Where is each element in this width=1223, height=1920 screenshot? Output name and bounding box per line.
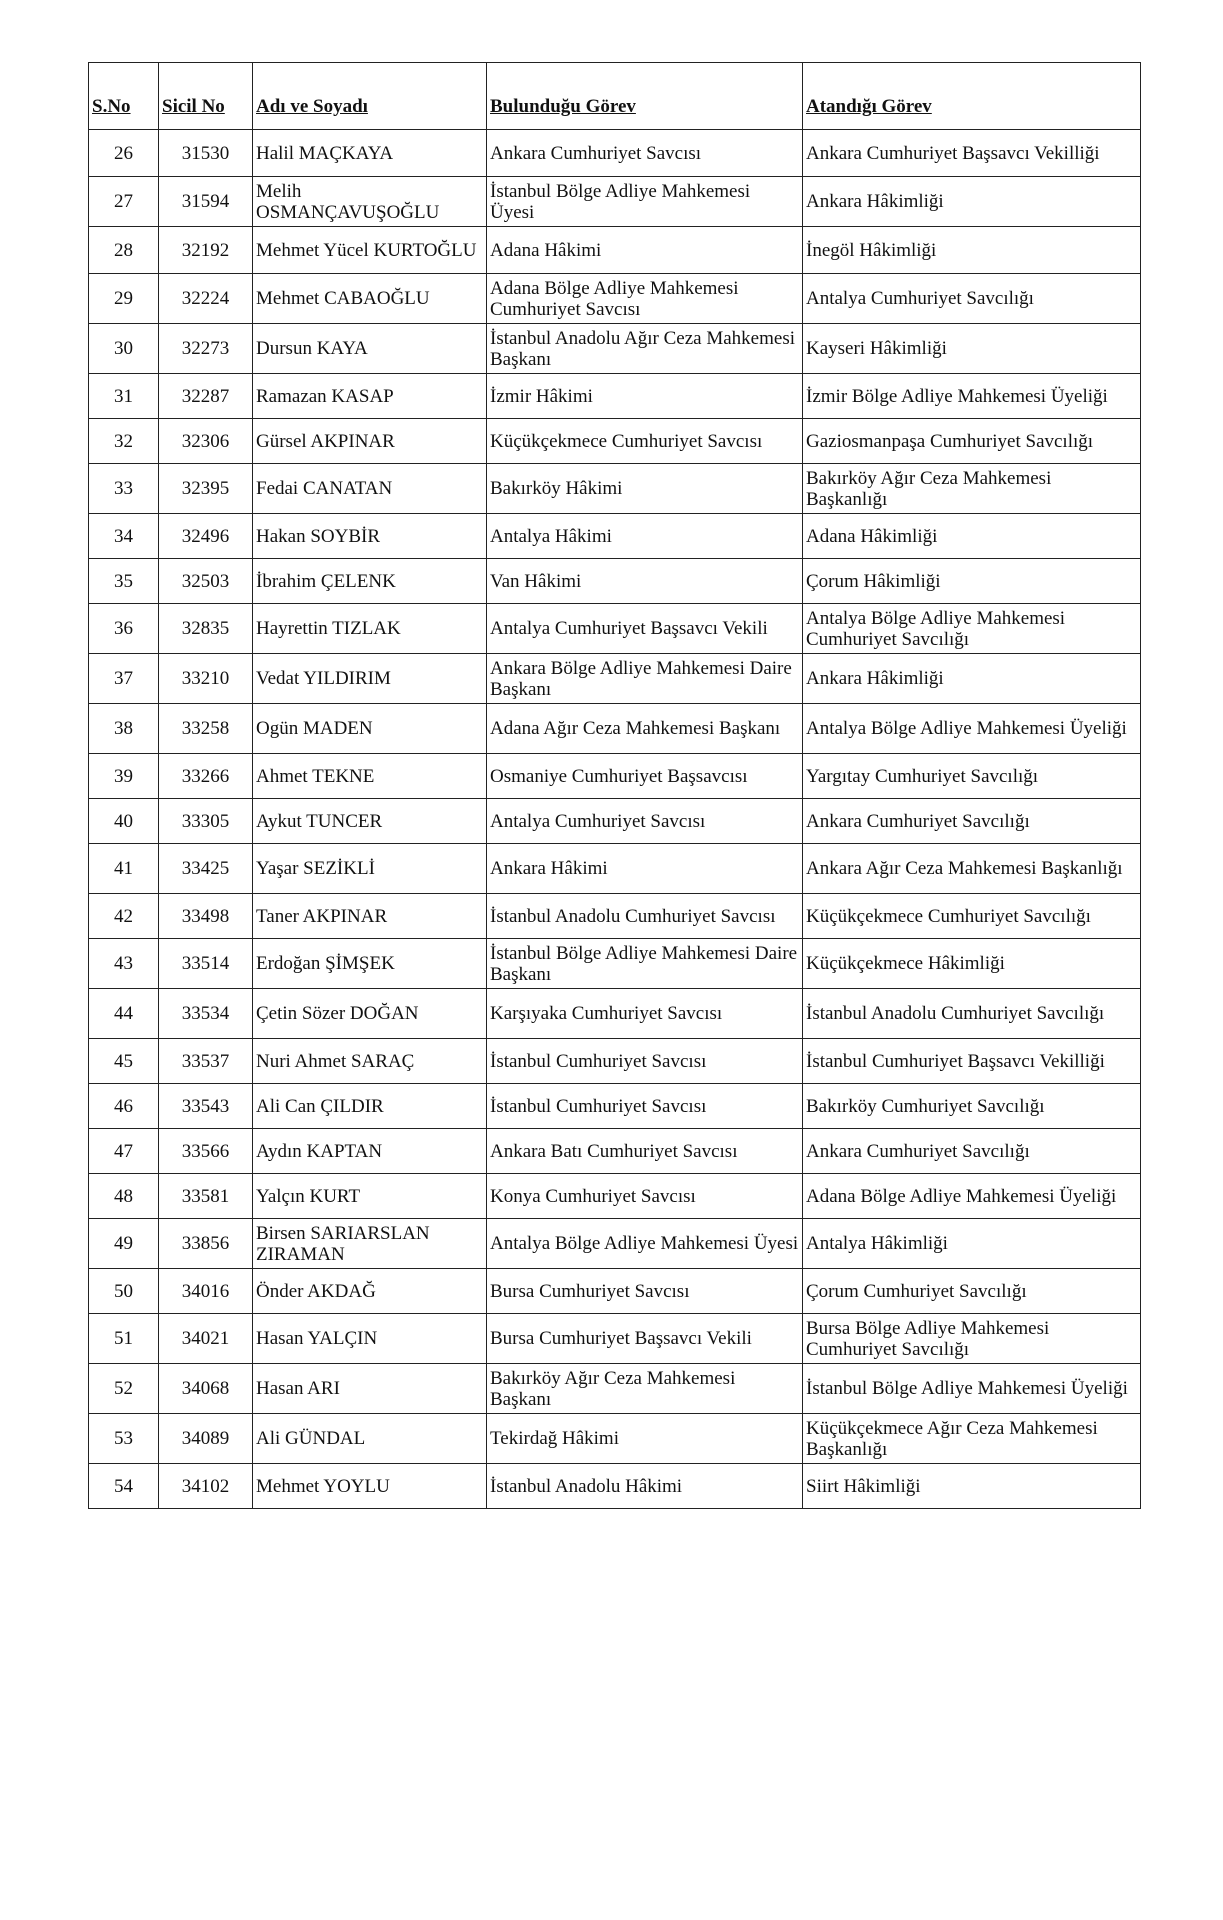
row-current-position: İstanbul Bölge Adliye Mahkemesi Üyesi — [487, 177, 803, 227]
row-assigned-position: Adana Hâkimliği — [803, 514, 1141, 559]
row-assigned-position: Antalya Hâkimliği — [803, 1219, 1141, 1269]
row-current-position: Ankara Cumhuriyet Savcısı — [487, 130, 803, 177]
row-assigned-position: Çorum Hâkimliği — [803, 559, 1141, 604]
table-row — [89, 844, 1141, 894]
row-name: Hasan ARI — [253, 1364, 487, 1414]
table-row — [89, 274, 1141, 324]
row-sno: 41 — [89, 844, 159, 894]
row-assigned-position: Siirt Hâkimliği — [803, 1464, 1141, 1509]
header-assigned-position: Atandığı Görev — [803, 63, 1141, 130]
table-row — [89, 1464, 1141, 1509]
header-sno: S.No — [89, 63, 159, 130]
row-sicil-no: 32496 — [159, 514, 253, 559]
row-assigned-position: Yargıtay Cumhuriyet Savcılığı — [803, 754, 1141, 799]
row-sicil-no: 33425 — [159, 844, 253, 894]
row-sno: 42 — [89, 894, 159, 939]
row-name: Fedai CANATAN — [253, 464, 487, 514]
row-name: Aykut TUNCER — [253, 799, 487, 844]
table-row — [89, 1364, 1141, 1414]
table-row — [89, 704, 1141, 754]
row-sno: 51 — [89, 1314, 159, 1364]
table-row — [89, 1269, 1141, 1314]
row-current-position: Adana Hâkimi — [487, 227, 803, 274]
row-sno: 36 — [89, 604, 159, 654]
row-name: Vedat YILDIRIM — [253, 654, 487, 704]
row-sicil-no: 33258 — [159, 704, 253, 754]
row-sicil-no: 33534 — [159, 989, 253, 1039]
row-assigned-position: Çorum Cumhuriyet Savcılığı — [803, 1269, 1141, 1314]
row-name: İbrahim ÇELENK — [253, 559, 487, 604]
row-sicil-no: 33498 — [159, 894, 253, 939]
row-name: Hakan SOYBİR — [253, 514, 487, 559]
row-sno: 30 — [89, 324, 159, 374]
row-sicil-no: 33210 — [159, 654, 253, 704]
row-name: Yaşar SEZİKLİ — [253, 844, 487, 894]
row-sno: 33 — [89, 464, 159, 514]
row-name: Ogün MADEN — [253, 704, 487, 754]
row-current-position: Adana Bölge Adliye Mahkemesi Cumhuriyet Savcısı — [487, 274, 803, 324]
row-current-position: Ankara Bölge Adliye Mahkemesi Daire Başkanı — [487, 654, 803, 704]
table-row — [89, 989, 1141, 1039]
row-current-position: İstanbul Anadolu Ağır Ceza Mahkemesi Başkanı — [487, 324, 803, 374]
row-assigned-position: İstanbul Anadolu Cumhuriyet Savcılığı — [803, 989, 1141, 1039]
header-sicil-no: Sicil No — [159, 63, 253, 130]
row-sno: 43 — [89, 939, 159, 989]
row-name: Gürsel AKPINAR — [253, 419, 487, 464]
row-sno: 39 — [89, 754, 159, 799]
row-name: Dursun KAYA — [253, 324, 487, 374]
table-row — [89, 419, 1141, 464]
row-assigned-position: Küçükçekmece Ağır Ceza Mahkemesi Başkanlığı — [803, 1414, 1141, 1464]
row-assigned-position: Bursa Bölge Adliye Mahkemesi Cumhuriyet Savcılığı — [803, 1314, 1141, 1364]
row-name: Hasan YALÇIN — [253, 1314, 487, 1364]
row-sno: 40 — [89, 799, 159, 844]
table-row — [89, 324, 1141, 374]
row-assigned-position: Antalya Bölge Adliye Mahkemesi Üyeliği — [803, 704, 1141, 754]
row-current-position: Antalya Hâkimi — [487, 514, 803, 559]
row-current-position: Bakırköy Ağır Ceza Mahkemesi Başkanı — [487, 1364, 803, 1414]
row-assigned-position: Gaziosmanpaşa Cumhuriyet Savcılığı — [803, 419, 1141, 464]
row-current-position: İstanbul Anadolu Hâkimi — [487, 1464, 803, 1509]
table-row — [89, 130, 1141, 177]
row-current-position: Bursa Cumhuriyet Başsavcı Vekili — [487, 1314, 803, 1364]
row-sicil-no: 34021 — [159, 1314, 253, 1364]
row-current-position: Karşıyaka Cumhuriyet Savcısı — [487, 989, 803, 1039]
table-row — [89, 227, 1141, 274]
row-current-position: Osmaniye Cumhuriyet Başsavcısı — [487, 754, 803, 799]
row-sno: 28 — [89, 227, 159, 274]
row-name: Ahmet TEKNE — [253, 754, 487, 799]
row-name: Taner AKPINAR — [253, 894, 487, 939]
row-sicil-no: 32395 — [159, 464, 253, 514]
row-sno: 50 — [89, 1269, 159, 1314]
row-sno: 29 — [89, 274, 159, 324]
row-sno: 49 — [89, 1219, 159, 1269]
row-name: Yalçın KURT — [253, 1174, 487, 1219]
row-current-position: Tekirdağ Hâkimi — [487, 1414, 803, 1464]
table-header-row — [89, 63, 1141, 130]
row-sno: 48 — [89, 1174, 159, 1219]
row-sno: 53 — [89, 1414, 159, 1464]
row-sno: 54 — [89, 1464, 159, 1509]
row-sno: 37 — [89, 654, 159, 704]
row-sicil-no: 32287 — [159, 374, 253, 419]
row-sno: 38 — [89, 704, 159, 754]
row-name: Hayrettin TIZLAK — [253, 604, 487, 654]
row-sno: 52 — [89, 1364, 159, 1414]
row-name: Nuri Ahmet SARAÇ — [253, 1039, 487, 1084]
row-sicil-no: 32503 — [159, 559, 253, 604]
row-assigned-position: Ankara Cumhuriyet Savcılığı — [803, 1129, 1141, 1174]
row-sicil-no: 33543 — [159, 1084, 253, 1129]
row-current-position: Antalya Bölge Adliye Mahkemesi Üyesi — [487, 1219, 803, 1269]
row-sicil-no: 32306 — [159, 419, 253, 464]
header-current-position: Bulunduğu Görev — [487, 63, 803, 130]
row-sicil-no: 34102 — [159, 1464, 253, 1509]
row-current-position: Konya Cumhuriyet Savcısı — [487, 1174, 803, 1219]
row-assigned-position: Ankara Hâkimliği — [803, 654, 1141, 704]
row-sicil-no: 33856 — [159, 1219, 253, 1269]
row-assigned-position: Adana Bölge Adliye Mahkemesi Üyeliği — [803, 1174, 1141, 1219]
row-assigned-position: Antalya Cumhuriyet Savcılığı — [803, 274, 1141, 324]
row-current-position: İstanbul Cumhuriyet Savcısı — [487, 1039, 803, 1084]
row-current-position: İstanbul Anadolu Cumhuriyet Savcısı — [487, 894, 803, 939]
table-row — [89, 514, 1141, 559]
table-row — [89, 939, 1141, 989]
row-current-position: Adana Ağır Ceza Mahkemesi Başkanı — [487, 704, 803, 754]
row-sicil-no: 33581 — [159, 1174, 253, 1219]
row-assigned-position: İnegöl Hâkimliği — [803, 227, 1141, 274]
row-name: Önder AKDAĞ — [253, 1269, 487, 1314]
row-assigned-position: Bakırköy Ağır Ceza Mahkemesi Başkanlığı — [803, 464, 1141, 514]
row-sicil-no: 33537 — [159, 1039, 253, 1084]
row-current-position: Ankara Hâkimi — [487, 844, 803, 894]
table-row — [89, 754, 1141, 799]
table-row — [89, 894, 1141, 939]
row-name: Mehmet CABAOĞLU — [253, 274, 487, 324]
table-row — [89, 1084, 1141, 1129]
row-assigned-position: Ankara Cumhuriyet Başsavcı Vekilliği — [803, 130, 1141, 177]
table-row — [89, 1129, 1141, 1174]
row-assigned-position: Ankara Ağır Ceza Mahkemesi Başkanlığı — [803, 844, 1141, 894]
row-current-position: Antalya Cumhuriyet Savcısı — [487, 799, 803, 844]
row-assigned-position: Kayseri Hâkimliği — [803, 324, 1141, 374]
row-sicil-no: 31530 — [159, 130, 253, 177]
row-sno: 44 — [89, 989, 159, 1039]
row-current-position: Antalya Cumhuriyet Başsavcı Vekili — [487, 604, 803, 654]
row-name: Birsen SARIARSLAN ZIRAMAN — [253, 1219, 487, 1269]
row-sicil-no: 34089 — [159, 1414, 253, 1464]
table-row — [89, 654, 1141, 704]
row-assigned-position: Antalya Bölge Adliye Mahkemesi Cumhuriyet Savcılığı — [803, 604, 1141, 654]
row-assigned-position: İzmir Bölge Adliye Mahkemesi Üyeliği — [803, 374, 1141, 419]
table-row — [89, 464, 1141, 514]
row-sno: 47 — [89, 1129, 159, 1174]
row-current-position: Bakırköy Hâkimi — [487, 464, 803, 514]
row-current-position: Van Hâkimi — [487, 559, 803, 604]
row-assigned-position: Ankara Cumhuriyet Savcılığı — [803, 799, 1141, 844]
row-sicil-no: 32835 — [159, 604, 253, 654]
row-current-position: İzmir Hâkimi — [487, 374, 803, 419]
row-sicil-no: 34016 — [159, 1269, 253, 1314]
row-sicil-no: 34068 — [159, 1364, 253, 1414]
row-sno: 26 — [89, 130, 159, 177]
row-sno: 27 — [89, 177, 159, 227]
row-sicil-no: 33305 — [159, 799, 253, 844]
row-name: Melih OSMANÇAVUŞOĞLU — [253, 177, 487, 227]
table-row — [89, 1219, 1141, 1269]
table-row — [89, 604, 1141, 654]
row-assigned-position: Ankara Hâkimliği — [803, 177, 1141, 227]
row-sno: 35 — [89, 559, 159, 604]
row-sno: 46 — [89, 1084, 159, 1129]
row-current-position: Küçükçekmece Cumhuriyet Savcısı — [487, 419, 803, 464]
table-row — [89, 1414, 1141, 1464]
row-assigned-position: Küçükçekmece Cumhuriyet Savcılığı — [803, 894, 1141, 939]
row-name: Aydın KAPTAN — [253, 1129, 487, 1174]
row-sno: 34 — [89, 514, 159, 559]
header-name: Adı ve Soyadı — [253, 63, 487, 130]
row-sicil-no: 31594 — [159, 177, 253, 227]
row-assigned-position: Küçükçekmece Hâkimliği — [803, 939, 1141, 989]
table-row — [89, 559, 1141, 604]
table-row — [89, 799, 1141, 844]
row-assigned-position: İstanbul Bölge Adliye Mahkemesi Üyeliği — [803, 1364, 1141, 1414]
row-name: Ali GÜNDAL — [253, 1414, 487, 1464]
row-sicil-no: 32224 — [159, 274, 253, 324]
row-name: Çetin Sözer DOĞAN — [253, 989, 487, 1039]
row-sicil-no: 33566 — [159, 1129, 253, 1174]
row-name: Mehmet Yücel KURTOĞLU — [253, 227, 487, 274]
table-row — [89, 374, 1141, 419]
row-name: Halil MAÇKAYA — [253, 130, 487, 177]
row-sicil-no: 32192 — [159, 227, 253, 274]
row-assigned-position: İstanbul Cumhuriyet Başsavcı Vekilliği — [803, 1039, 1141, 1084]
row-sicil-no: 33514 — [159, 939, 253, 989]
row-current-position: İstanbul Cumhuriyet Savcısı — [487, 1084, 803, 1129]
row-sno: 32 — [89, 419, 159, 464]
row-current-position: Ankara Batı Cumhuriyet Savcısı — [487, 1129, 803, 1174]
row-name: Ali Can ÇILDIR — [253, 1084, 487, 1129]
row-name: Ramazan KASAP — [253, 374, 487, 419]
row-sno: 45 — [89, 1039, 159, 1084]
row-sicil-no: 33266 — [159, 754, 253, 799]
row-name: Erdoğan ŞİMŞEK — [253, 939, 487, 989]
row-name: Mehmet YOYLU — [253, 1464, 487, 1509]
table-row — [89, 1314, 1141, 1364]
row-sicil-no: 32273 — [159, 324, 253, 374]
appointments-table — [88, 62, 1141, 1509]
table-row — [89, 177, 1141, 227]
row-assigned-position: Bakırköy Cumhuriyet Savcılığı — [803, 1084, 1141, 1129]
row-current-position: Bursa Cumhuriyet Savcısı — [487, 1269, 803, 1314]
row-current-position: İstanbul Bölge Adliye Mahkemesi Daire Başkanı — [487, 939, 803, 989]
row-sno: 31 — [89, 374, 159, 419]
table-row — [89, 1174, 1141, 1219]
table-row — [89, 1039, 1141, 1084]
